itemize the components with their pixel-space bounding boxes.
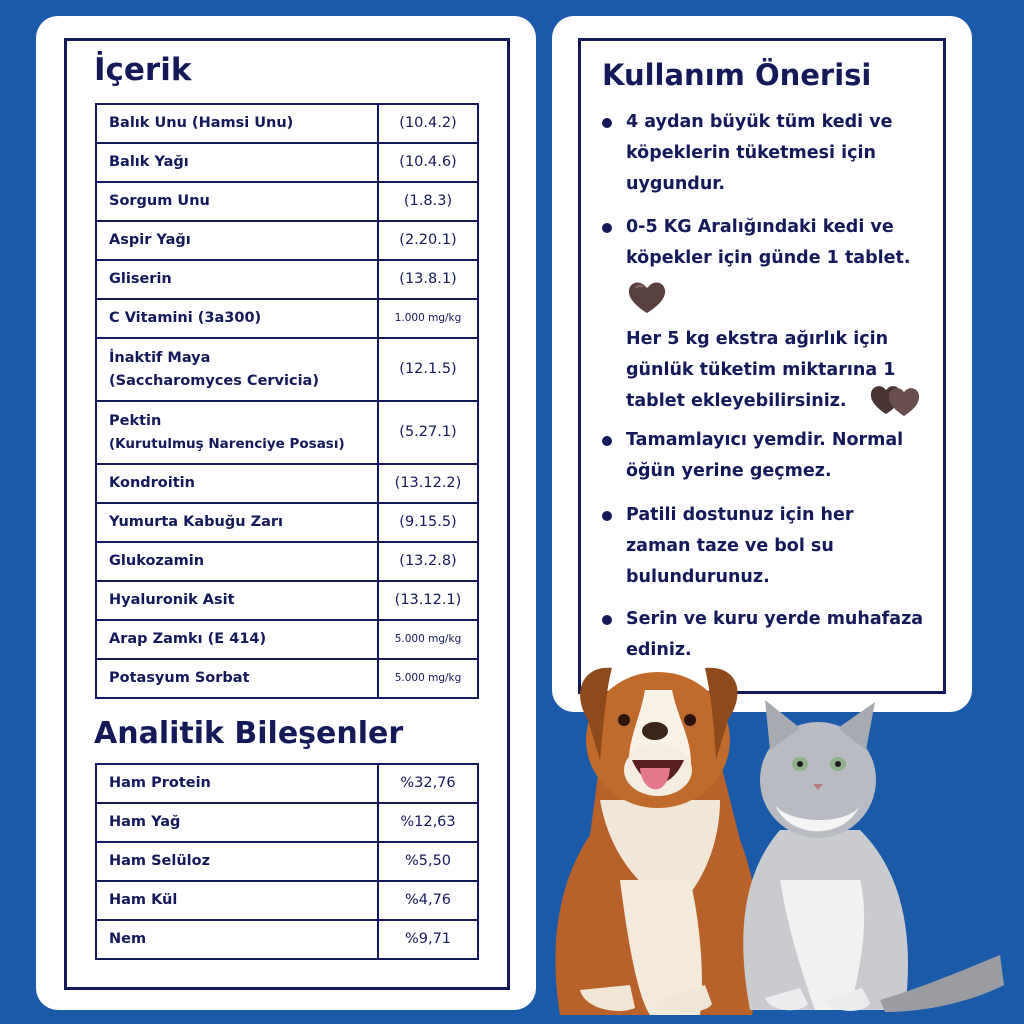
usage-bullet-text: Serin ve kuru yerde muhafaza ediniz. [626,609,924,660]
usage-bullet-text: 4 aydan büyük tüm kedi ve köpeklerin tüketmesi için uygundur. [626,112,893,194]
ingredient-name: Balık Yağı [96,143,378,182]
ingredient-value: 5.000 mg/kg [378,620,478,659]
analytic-name: Ham Yağ [96,803,378,842]
ingredient-name: Sorgum Unu [96,182,378,221]
ingredient-name: Kondroitin [96,464,378,503]
ingredient-value: (2.20.1) [378,221,478,260]
ingredient-value: (9.15.5) [378,503,478,542]
ingredient-name-line2: (Kurutulmuş Narenciye Posası) [109,435,345,452]
analytics-title: Analitik Bileşenler [94,716,404,751]
ingredient-name: Gliserin [96,260,378,299]
ingredient-value: (1.8.3) [378,182,478,221]
ingredient-name-line1: Pektin [109,413,162,430]
ingredient-name: Aspir Yağı [96,221,378,260]
ingredient-value: (10.4.6) [378,143,478,182]
analytic-value: %5,50 [378,842,478,881]
ingredient-name-line2: (Saccharomyces Cervicia) [109,372,319,389]
ingredient-name: Arap Zamkı (E 414) [96,620,378,659]
ingredient-value: (13.12.1) [378,581,478,620]
ingredient-value: (5.27.1) [378,401,478,464]
usage-bullet-text: 0-5 KG Aralığındaki kedi ve köpekler için günde 1 tablet. [626,217,911,268]
ingredient-name-line1: İnaktif Maya [109,350,211,367]
usage-bullet-text: Patili dostunuz için her zaman taze ve bol su bulundurunuz. [626,505,854,587]
usage-bullet-text: Tamamlayıcı yemdir. Normal öğün yerine geçmez. [626,430,904,481]
ingredient-value: 1.000 mg/kg [378,299,478,338]
usage-title: Kullanım Önerisi [602,58,872,92]
usage-extra-note-text: Her 5 kg ekstra ağırlık için günlük tüketim miktarına 1 tablet ekleyebilirsiniz. [626,329,896,411]
cat-illustration [743,700,1004,1012]
ingredient-value: (13.8.1) [378,260,478,299]
analytic-value: %9,71 [378,920,478,959]
ingredients-title: İçerik [94,52,192,88]
analytic-name: Ham Protein [96,764,378,803]
ingredient-value: (13.12.2) [378,464,478,503]
ingredient-value: (12.1.5) [378,338,478,401]
ingredient-value: (13.2.8) [378,542,478,581]
dog-illustration [555,668,759,1015]
ingredient-name: Hyaluronik Asit [96,581,378,620]
analytic-name: Nem [96,920,378,959]
ingredient-name: Yumurta Kabuğu Zarı [96,503,378,542]
ingredient-name: Potasyum Sorbat [96,659,378,698]
ingredient-name: Glukozamin [96,542,378,581]
analytic-value: %4,76 [378,881,478,920]
analytic-value: %12,63 [378,803,478,842]
ingredient-value: 5.000 mg/kg [378,659,478,698]
ingredient-value: (10.4.2) [378,104,478,143]
analytic-name: Ham Kül [96,881,378,920]
analytic-value: %32,76 [378,764,478,803]
analytic-name: Ham Selüloz [96,842,378,881]
ingredient-name: C Vitamini (3a300) [96,299,378,338]
ingredient-name: Balık Unu (Hamsi Unu) [96,104,378,143]
